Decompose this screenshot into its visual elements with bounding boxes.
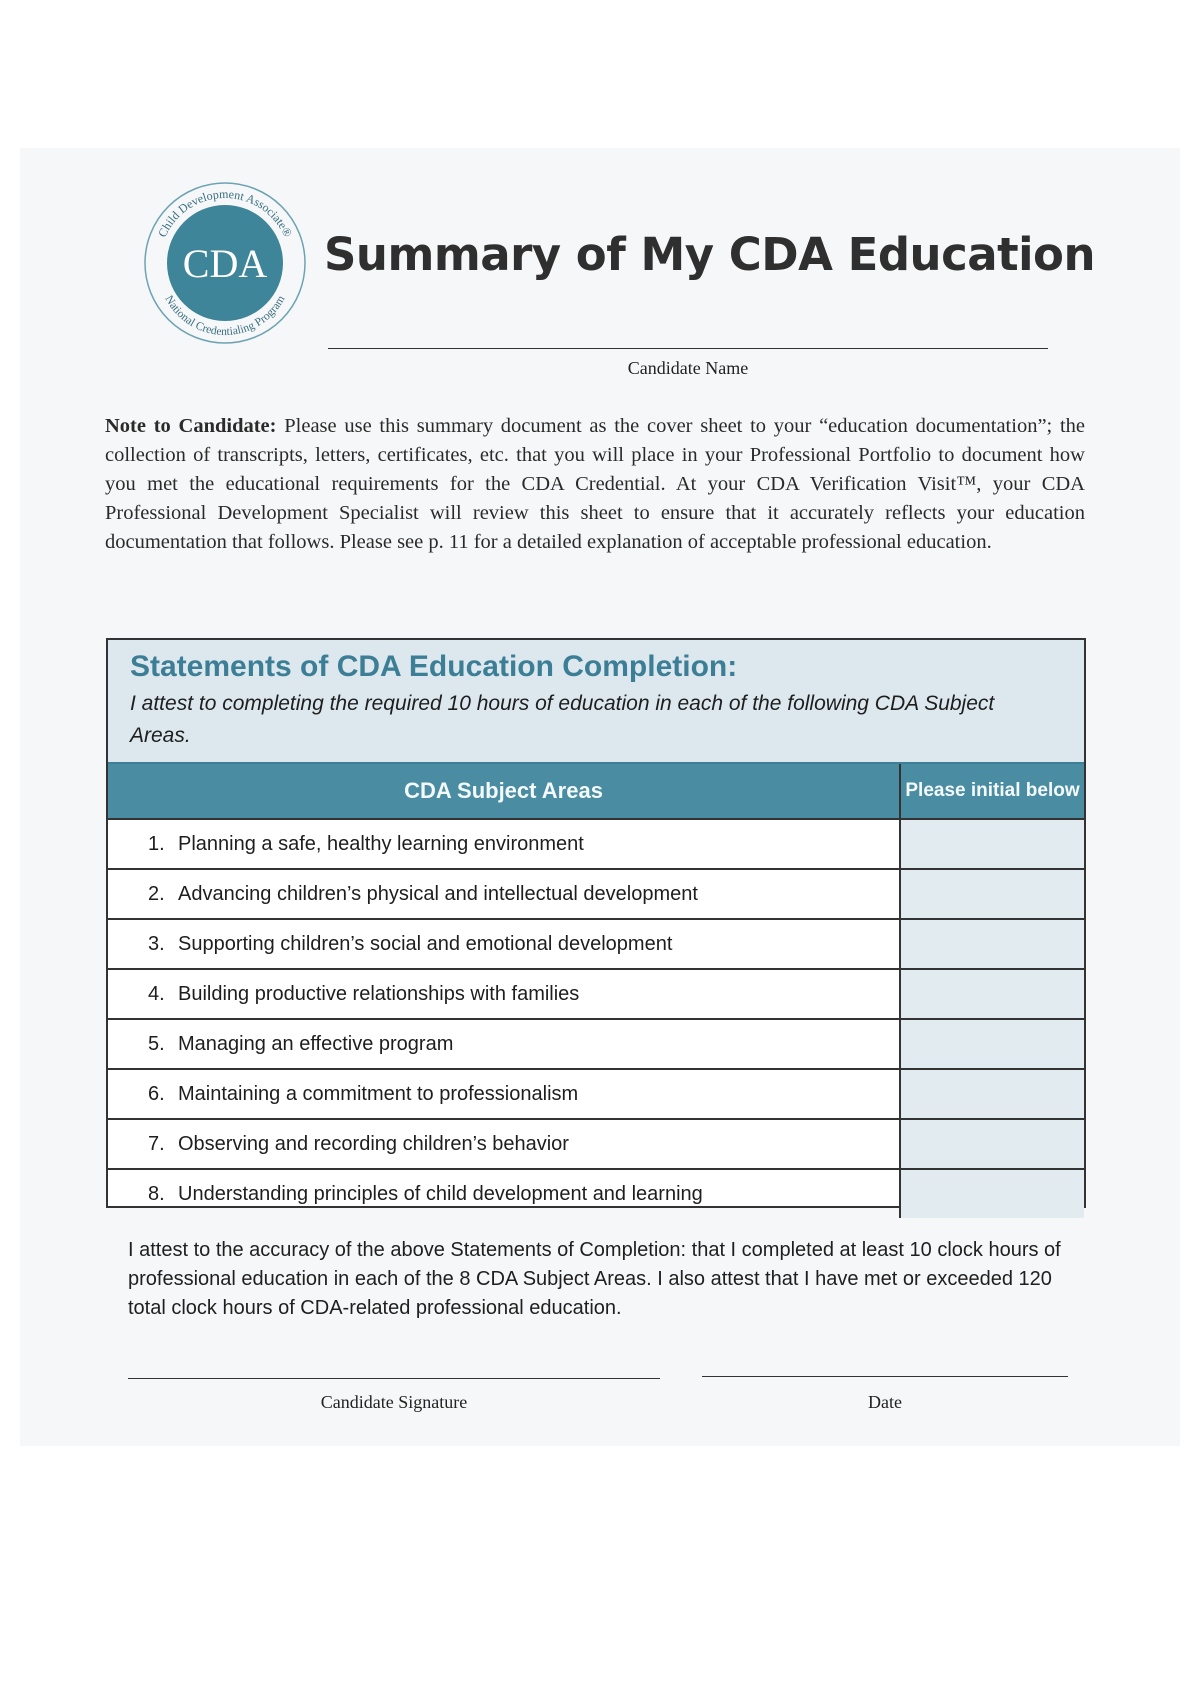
signature-label: Candidate Signature bbox=[320, 1392, 468, 1412]
note-text: Please use this summary document as the cover sheet to your “education documentation”; the collection of transcripts, letters, certificates, etc. that you will place in your Professional Portfolio to document how you met the educational requirements for the CDA Credential. At your CDA Verification Visit™, your CDA Professional Development Specialist will review this sheet to ensure that it accurately reflects your education documentation that follows. Please see p. 11 for a detailed explanation of acceptable professional education. bbox=[105, 415, 1086, 553]
row-text: Managing an effective program bbox=[178, 1032, 454, 1055]
candidate-name-label: Candidate Name bbox=[627, 358, 749, 378]
column-header-subject: CDA Subject Areas bbox=[108, 764, 900, 819]
row-number: 5. bbox=[148, 1032, 165, 1055]
subject-cell bbox=[108, 819, 900, 869]
signature-field[interactable] bbox=[128, 1378, 660, 1379]
date-field[interactable] bbox=[702, 1376, 1068, 1377]
initial-cell[interactable] bbox=[900, 969, 1084, 1019]
row-number: 3. bbox=[148, 932, 165, 955]
candidate-name-field[interactable] bbox=[328, 348, 1048, 349]
table-row bbox=[108, 869, 1084, 919]
row-text: Observing and recording children’s behavior bbox=[178, 1132, 569, 1155]
statements-box bbox=[106, 638, 1086, 1208]
page-title: Summary of My CDA Education bbox=[324, 228, 1096, 281]
row-text: Building productive relationships with families bbox=[178, 982, 580, 1005]
subject-cell bbox=[108, 1119, 900, 1169]
row-number: 8. bbox=[148, 1182, 165, 1205]
note-to-candidate bbox=[105, 412, 1085, 557]
table-row bbox=[108, 1019, 1084, 1069]
row-text: Maintaining a commitment to professionalism bbox=[178, 1082, 579, 1105]
statements-header bbox=[108, 640, 1084, 764]
note-label: Note to Candidate: bbox=[105, 415, 277, 437]
initial-cell[interactable] bbox=[900, 819, 1084, 869]
cda-logo bbox=[140, 178, 310, 348]
initial-cell[interactable] bbox=[900, 1119, 1084, 1169]
subject-cell bbox=[108, 969, 900, 1019]
logo-abbreviation: CDA bbox=[182, 241, 268, 286]
initial-cell[interactable] bbox=[900, 919, 1084, 969]
row-number: 7. bbox=[148, 1132, 165, 1155]
table-row bbox=[108, 1169, 1084, 1218]
date-label: Date bbox=[868, 1392, 902, 1412]
column-header-initial: Please initial below bbox=[900, 764, 1084, 819]
table-row bbox=[108, 969, 1084, 1019]
table-row bbox=[108, 819, 1084, 869]
subject-cell bbox=[108, 1019, 900, 1069]
row-text: Understanding principles of child development and learning bbox=[178, 1182, 703, 1205]
table-row bbox=[108, 1119, 1084, 1169]
row-number: 4. bbox=[148, 982, 165, 1005]
attestation-statement: I attest to the accuracy of the above Statements of Completion: that I completed at least 10 clock hours of professional education in each of the 8 CDA Subject Areas. I also attest that I have met or exceeded 120 total clock hours of CDA-related professional education. bbox=[128, 1239, 1061, 1319]
row-number: 6. bbox=[148, 1082, 165, 1105]
subject-cell bbox=[108, 1169, 900, 1218]
statements-subtitle: I attest to completing the required 10 hours of education in each of the following CDA Subject Areas. bbox=[130, 692, 995, 747]
initial-cell[interactable] bbox=[900, 869, 1084, 919]
subject-cell bbox=[108, 919, 900, 969]
row-text: Supporting children’s social and emotional development bbox=[178, 932, 673, 955]
row-text: Advancing children’s physical and intellectual development bbox=[178, 882, 698, 905]
row-text: Planning a safe, healthy learning environment bbox=[178, 832, 584, 855]
table-row bbox=[108, 1069, 1084, 1119]
initial-cell[interactable] bbox=[900, 1169, 1084, 1218]
statements-title: Statements of CDA Education Completion: bbox=[130, 650, 738, 683]
initial-cell[interactable] bbox=[900, 1019, 1084, 1069]
subject-areas-table bbox=[108, 764, 1084, 1218]
subject-cell bbox=[108, 869, 900, 919]
row-number: 1. bbox=[148, 832, 165, 855]
subject-cell bbox=[108, 1069, 900, 1119]
logo-ring-top: Child Development Associate® bbox=[155, 186, 295, 240]
row-number: 2. bbox=[148, 882, 165, 905]
table-row bbox=[108, 919, 1084, 969]
logo-ring-bottom: National Credentialing Program bbox=[162, 293, 288, 339]
initial-cell[interactable] bbox=[900, 1069, 1084, 1119]
